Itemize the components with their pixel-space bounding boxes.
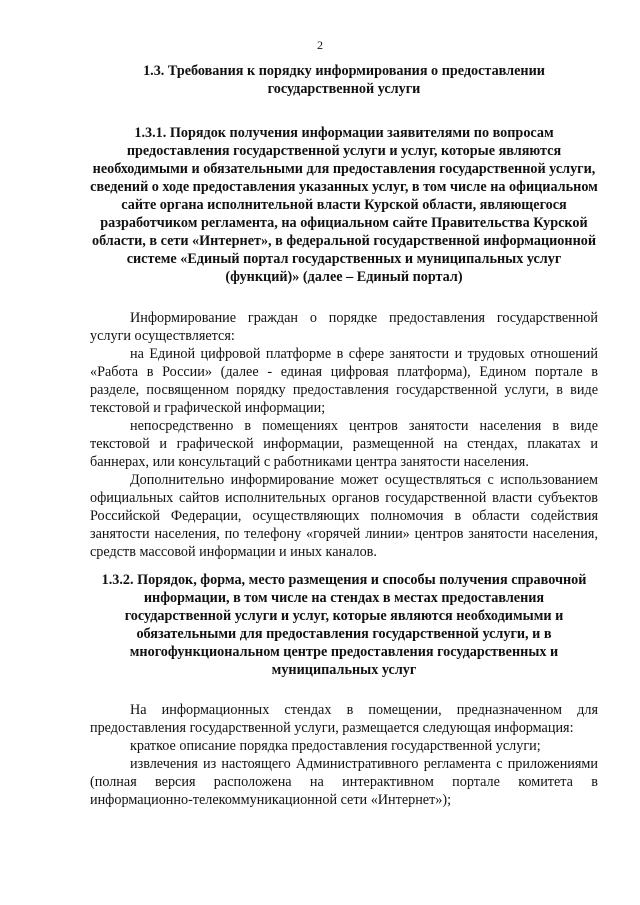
paragraph-informing-intro: Информирование граждан о порядке предоставления государственной услуги осуществляется: — [90, 310, 598, 344]
paragraph-brief-description: краткое описание порядка предоставления государственной услуги; — [130, 738, 541, 754]
page-number: 2 — [317, 38, 323, 52]
paragraph-regulation-extracts: извлечения из настоящего Административного регламента с приложениями (полная версия расположена на интерактивном портале комитета в информационно-телекоммуникационной сети «Интернет»); — [90, 756, 598, 808]
document-body — [90, 62, 598, 809]
section-heading-1-3-1: 1.3.1. Порядок получения информации заявителями по вопросам предоставления государственной услуги и услуг, которые являются необходимыми и обязательными для предоставления государственной услуги, сведений о ходе предоставления указанных услуг, в том числе на официальном сайте органа исполнительной власти Курской области, являющегося разработчиком регламента, на официальном сайте Правительства Курской области, в сети «Интернет», в федеральной государственной информационной системе «Единый портал государственных и муниципальных услуг (функций)» (далее – Единый портал) — [90, 125, 598, 285]
paragraph-employment-centers: непосредственно в помещениях центров занятости населения в виде текстовой и графической информации, размещенной на стендах, плакатах и баннерах, или консультаций с работниками центра занятости населения. — [90, 418, 598, 470]
section-heading-1-3-2: 1.3.2. Порядок, форма, место размещения и способы получения справочной информации, в том числе на стендах в местах предоставления государственной услуги и услуг, которые являются необходимыми и обязательными для предоставления государственной услуги, и в многофункциональном центре предоставления государственных и муниципальных услуг — [101, 572, 587, 678]
paragraph-digital-platform: на Единой цифровой платформе в сфере занятости и трудовых отношений «Работа в России» (далее - единая цифровая платформа), Едином портале в разделе, посвященном порядку предоставления государственной услуги, в виде текстовой и графической информации; — [90, 346, 598, 416]
section-gap — [90, 561, 598, 571]
paragraph-info-stands: На информационных стендах в помещении, предназначенном для предоставления государственной услуги, размещается следующая информация: — [90, 702, 598, 736]
paragraph-additional-informing: Дополнительно информирование может осуществляться с использованием официальных сайтов исполнительных органов государственной власти субъектов Российской Федерации, осуществляющих полномочия в области содействия занятости населения, по телефону «горячей линии» центров занятости населения, средств массовой информации и иных каналов. — [90, 472, 598, 560]
section-heading-1-3: 1.3. Требования к порядку информирования о предоставлении государственной услуги — [143, 63, 545, 97]
